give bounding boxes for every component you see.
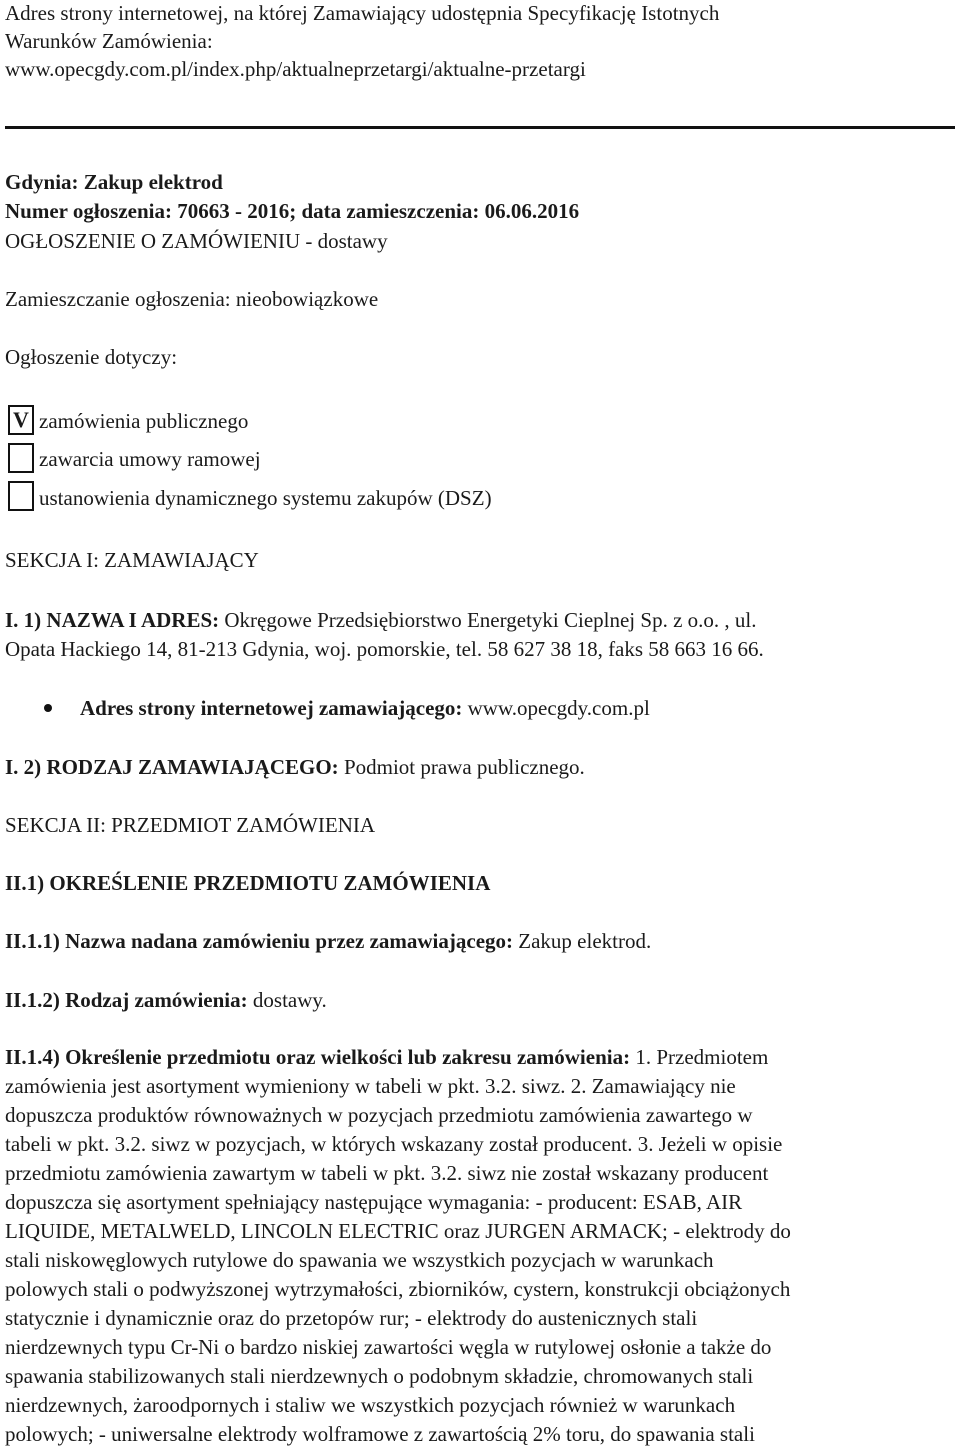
contracting-kind-label: I. 2) RODZAJ ZAMAWIAJĄCEGO: — [5, 755, 339, 779]
description-line: LIQUIDE, METALWELD, LINCOLN ELECTRIC oraz JURGEN ARMACK; - elektrody do — [5, 1219, 791, 1243]
contracting-name-label: I. 1) NAZWA I ADRES: — [5, 608, 220, 632]
option-label: zamówienia publicznego — [39, 409, 249, 433]
description-line: nierdzewnych, żaroodpornych i staliw we wszystkich pozycjach również w warunkach — [5, 1393, 736, 1417]
description-line: przedmiotu zamówienia zawartym w tabeli w pkt. 3.2. siwz nie został wskazany producent — [5, 1161, 769, 1185]
description-line: polowych; - uniwersalne elektrody wolframowe z zawartością 2% toru, do spawania stali — [5, 1422, 755, 1446]
section-1-heading: SEKCJA I: ZAMAWIAJĄCY — [5, 548, 259, 572]
description-line: spawania stabilizowanych stali nierdzewnych o podobnym składzie, chromowanych stali — [5, 1364, 754, 1388]
description-line: dopuszcza produktów równoważnych w pozycjach przedmiotu zamówienia zawartego w — [5, 1103, 753, 1127]
notice-title: Gdynia: Zakup elektrod — [5, 170, 223, 194]
order-name-label: II.1.1) Nazwa nadana zamówieniu przez zamawiającego: — [5, 929, 514, 953]
siwz-intro-line-2: Warunków Zamówienia: — [5, 29, 213, 53]
placement-row — [5, 286, 378, 312]
placement-value: nieobowiązkowe — [235, 287, 379, 311]
contracting-kind-row — [5, 754, 585, 780]
description-line: dopuszcza się asortyment spełniający następujące wymagania: - producent: ESAB, AIR — [5, 1190, 743, 1214]
placement-label: Zamieszczanie ogłoszenia: — [5, 287, 231, 311]
bullet-icon — [44, 704, 52, 712]
siwz-intro-line-1: Adres strony internetowej, na której Zamawiający udostępnia Specyfikację Istotnych — [5, 1, 720, 25]
order-name-row — [5, 928, 651, 954]
checkbox-unchecked — [8, 443, 34, 473]
website-row — [80, 695, 650, 721]
checkbox-unchecked — [8, 481, 34, 511]
description-label: II.1.4) Określenie przedmiotu oraz wielkości lub zakresu zamówienia: — [5, 1045, 631, 1069]
option-label: zawarcia umowy ramowej — [39, 447, 261, 471]
contracting-name-row — [5, 607, 756, 633]
contracting-kind-value: Podmiot prawa publicznego. — [343, 755, 585, 779]
section-2-heading: SEKCJA II: PRZEDMIOT ZAMÓWIENIA — [5, 813, 376, 837]
description-line: zamówienia jest asortyment wymieniony w tabeli w pkt. 3.2. siwz. 2. Zamawiający nie — [5, 1074, 736, 1098]
description-line: tabeli w pkt. 3.2. siwz w pozycjach, w których wskazany został producent. 3. Jeżeli w opisie — [5, 1132, 783, 1156]
contracting-name-value: Okręgowe Przedsiębiorstwo Energetyki Cieplnej Sp. z o.o. , ul. — [224, 608, 757, 632]
notice-type: OGŁOSZENIE O ZAMÓWIENIU - dostawy — [5, 229, 388, 253]
checkbox-checked: V — [8, 405, 34, 435]
order-type-value: dostawy. — [252, 988, 327, 1012]
concerns-label: Ogłoszenie dotyczy: — [5, 345, 178, 369]
description-line: nierdzewnych typu Cr-Ni o bardzo niskiej zawartości węgla w rutylowej osłonie a także do — [5, 1335, 772, 1359]
description-first-line — [5, 1044, 768, 1070]
website-value[interactable]: www.opecgdy.com.pl — [467, 696, 650, 720]
description-line: 1. Przedmiotem — [630, 1045, 769, 1069]
notice-number-line: Numer ogłoszenia: 70663 - 2016; data zamieszczenia: 06.06.2016 — [5, 199, 580, 223]
description-line: polowych stali o podwyższonej wytrzymałości, zbiorników, cystern, konstrukcji obciążonych — [5, 1277, 791, 1301]
subsection-heading: II.1) OKREŚLENIE PRZEDMIOTU ZAMÓWIENIA — [5, 871, 491, 895]
order-type-row — [5, 987, 327, 1013]
description-line: statycznie i dynamicznie oraz do przetopów rur; - elektrody do austenicznych stali — [5, 1306, 698, 1330]
website-label: Adres strony internetowej zamawiającego: — [80, 696, 463, 720]
order-name-value: Zakup elektrod. — [518, 929, 652, 953]
contracting-address: Opata Hackiego 14, 81-213 Gdynia, woj. pomorskie, tel. 58 627 38 18, faks 58 663 16 66. — [5, 637, 764, 661]
description-line: stali niskowęglowych rutylowe do spawania we wszystkich pozycjach w warunkach — [5, 1248, 714, 1272]
order-type-label: II.1.2) Rodzaj zamówienia: — [5, 988, 248, 1012]
horizontal-divider — [5, 126, 955, 129]
siwz-url-link[interactable]: www.opecgdy.com.pl/index.php/aktualneprzetargi/aktualne-przetargi — [5, 57, 586, 81]
option-label: ustanowienia dynamicznego systemu zakupów (DSZ) — [39, 486, 492, 510]
